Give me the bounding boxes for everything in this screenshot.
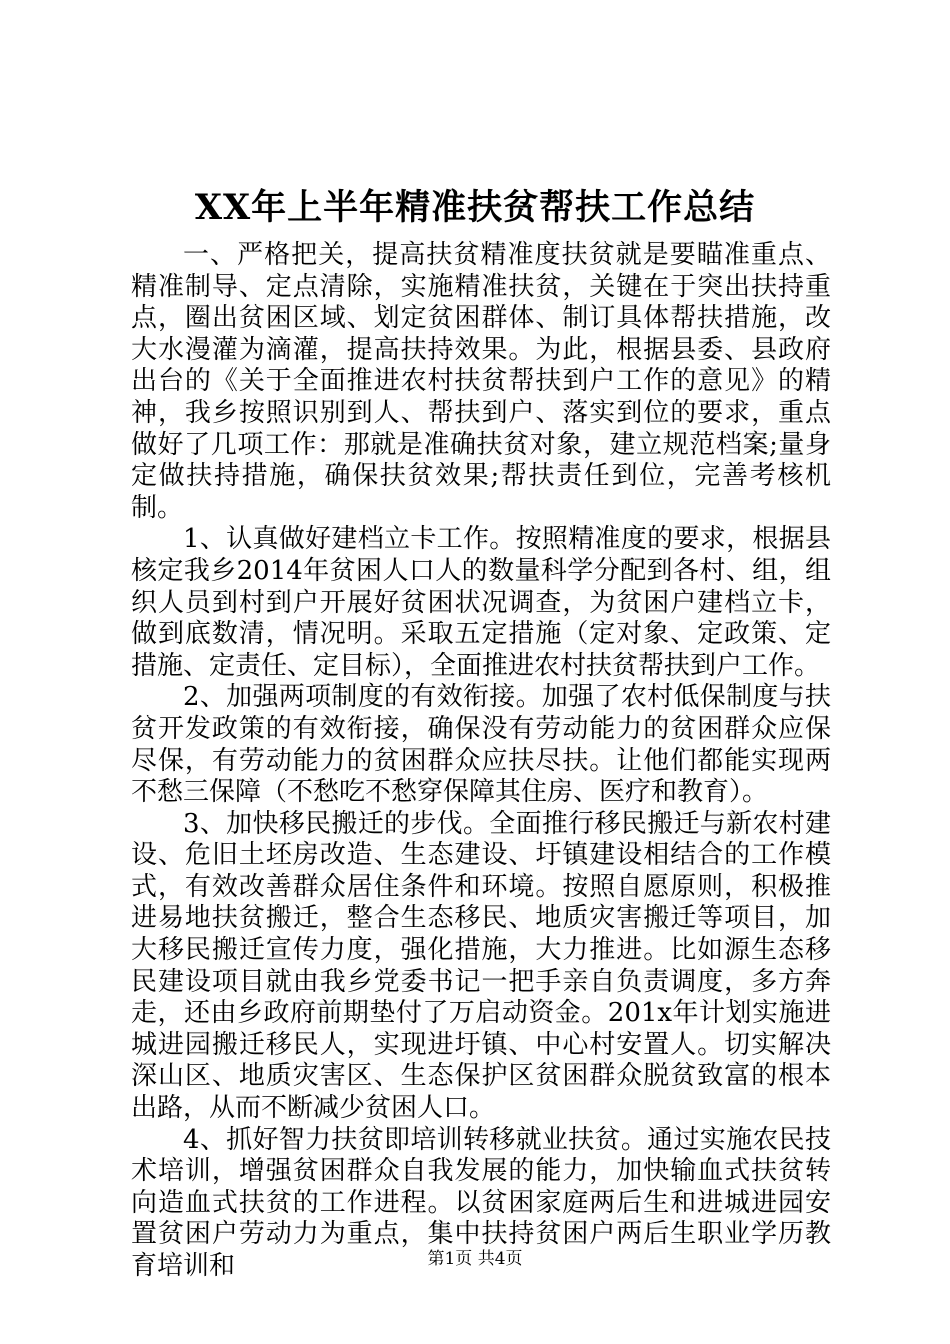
document-body <box>131 240 831 1283</box>
document-title: XX年上半年精准扶贫帮扶工作总结 <box>194 187 756 228</box>
paragraph-item-4: 4、抓好智力扶贫即培训转移就业扶贫。通过实施农民技术培训，增强贫困群众自我发展的能力，加快输血式扶贫转向造血式扶贫的工作进程。以贫困家庭两后生和进城进园安置贫困户劳动力为重点，集中扶持贫困户两后生职业学历教育培训和 <box>131 1124 831 1281</box>
page-footer: 第1页 共4页 <box>427 1249 523 1269</box>
paragraph-intro: 一、严格把关，提高扶贫精准度扶贫就是要瞄准重点、精准制导、定点清除，实施精准扶贫，关键在于突出扶持重点，圈出贫困区域、划定贫困群体、制订具体帮扶措施，改大水漫灌为滴灌，提高扶持效果。为此，根据县委、县政府出台的《关于全面推进农村扶贫帮扶到户工作的意见》的精神，我乡按照识别到人、帮扶到户、落实到位的要求，重点做好了几项工作：那就是准确扶贫对象，建立规范档案;量身定做扶持措施，确保扶贫效果;帮扶责任到位，完善考核机制。 <box>131 240 831 523</box>
paragraph-item-2: 2、加强两项制度的有效衔接。加强了农村低保制度与扶贫开发政策的有效衔接，确保没有劳动能力的贫困群众应保尽保，有劳动能力的贫困群众应扶尽扶。让他们都能实现两不愁三保障（不愁吃不愁穿保障其住房、医疗和教育）。 <box>131 682 831 808</box>
paragraph-item-1: 1、认真做好建档立卡工作。按照精准度的要求，根据县核定我乡2014年贫困人口人的数量科学分配到各村、组，组织人员到村到户开展好贫困状况调查，为贫困户建档立卡，做到底数清，情况明。采取五定措施（定对象、定政策、定措施、定责任、定目标），全面推进农村扶贫帮扶到户工作。 <box>131 524 831 681</box>
paragraph-item-3: 3、加快移民搬迁的步伐。全面推行移民搬迁与新农村建设、危旧土坯房改造、生态建设、圩镇建设相结合的工作模式，有效改善群众居住条件和环境。按照自愿原则，积极推进易地扶贫搬迁，整合生态移民、地质灾害搬迁等项目，加大移民搬迁宣传力度，强化措施，大力推进。比如源生态移民建设项目就由我乡党委书记一把手亲自负责调度，多方奔走，还由乡政府前期垫付了万启动资金。201x年计划实施进城进园搬迁移民人，实现进圩镇、中心村安置人。切实解决深山区、地质灾害区、生态保护区贫困群众脱贫致富的根本出路，从而不断减少贫困人口。 <box>131 808 831 1124</box>
